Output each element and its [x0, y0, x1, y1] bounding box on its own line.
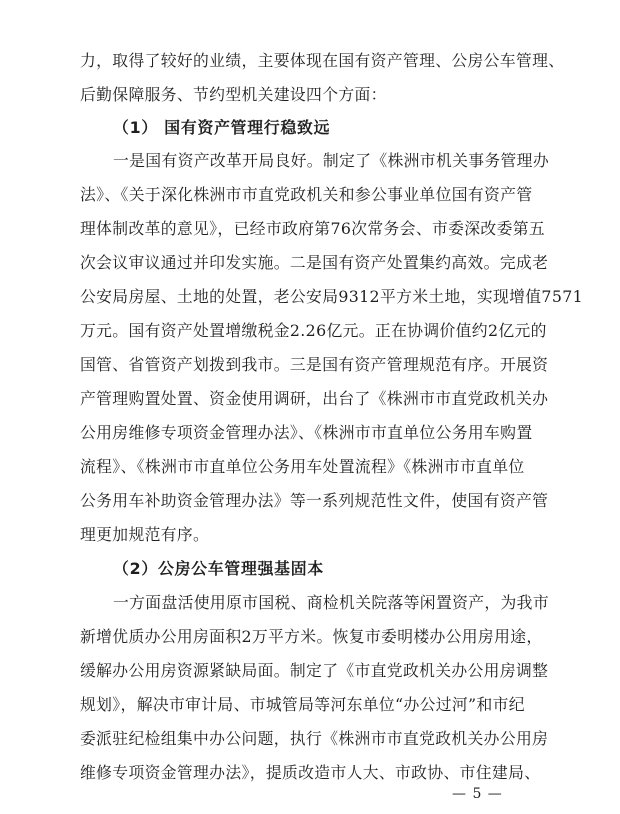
text-line: 次会议审议通过并印发实施。二是国有资产处置集约高效。完成老 [80, 253, 549, 272]
text-line: 后勤保障服务、节约型机关建设四个方面： [80, 85, 387, 104]
text-line: 一方面盘活使用原市国税、商检机关院落等闲置资产，为我市 [113, 593, 549, 612]
text-line: 理体制改革的意见》，已经市政府第76次常务会、市委深改委第五 [80, 219, 546, 238]
text-line: 一是国有资产改革开局良好。制定了《株洲市机关事务管理办 [113, 151, 549, 170]
text-line: 维修专项资金管理办法》，提质改造市人大、市政协、市住建局、 [80, 763, 541, 782]
text-line: 委派驻纪检组集中办公问题，执行《株洲市市直党政机关办公用房 [80, 729, 549, 748]
text-line: 公务用车补助资金管理办法》等一系列规范性文件，使国有资产管 [80, 491, 549, 510]
text-line: 万元。国有资产处置增缴税金2.26亿元。正在协调价值约2亿元的 [80, 321, 547, 340]
text-line: 产管理购置处置、资金使用调研，出台了《株洲市市直党政机关办 [80, 389, 549, 408]
text-line: 力，取得了较好的业绩，主要体现在国有资产管理、公房公车管理、 [80, 51, 565, 70]
text-line: 国管、省管资产划拨到我市。三是国有资产管理规范有序。开展资 [80, 355, 549, 374]
text-line: 缓解办公用房资源紧缺局面。制定了《市直党政机关办公用房调整 [80, 661, 549, 680]
section-heading: （1） 国有资产管理行稳致远 [113, 118, 331, 137]
text-line: 新增优质办公用房面积2万平方米。恢复市委明楼办公用房用途， [80, 627, 543, 646]
text-line: 公安局房屋、土地的处置，老公安局9312平方米土地，实现增值7571 [80, 287, 584, 306]
text-line: 公用房维修专项资金管理办法》、《株洲市市直单位公务用车购置 [80, 423, 533, 442]
text-line: 流程》、《株洲市市直单位公务用车处置流程》《株洲市市直单位 [80, 457, 525, 476]
page-number: — 5 — [452, 786, 503, 802]
section-heading: （2）公房公车管理强基固本 [113, 559, 324, 578]
text-line: 规划》，解决市审计局、市城管局等河东单位“办公过河”和市纪 [80, 695, 525, 714]
text-line: 法》、《关于深化株洲市市直党政机关和参公事业单位国有资产管 [80, 185, 533, 204]
text-line: 理更加规范有序。 [80, 525, 210, 544]
